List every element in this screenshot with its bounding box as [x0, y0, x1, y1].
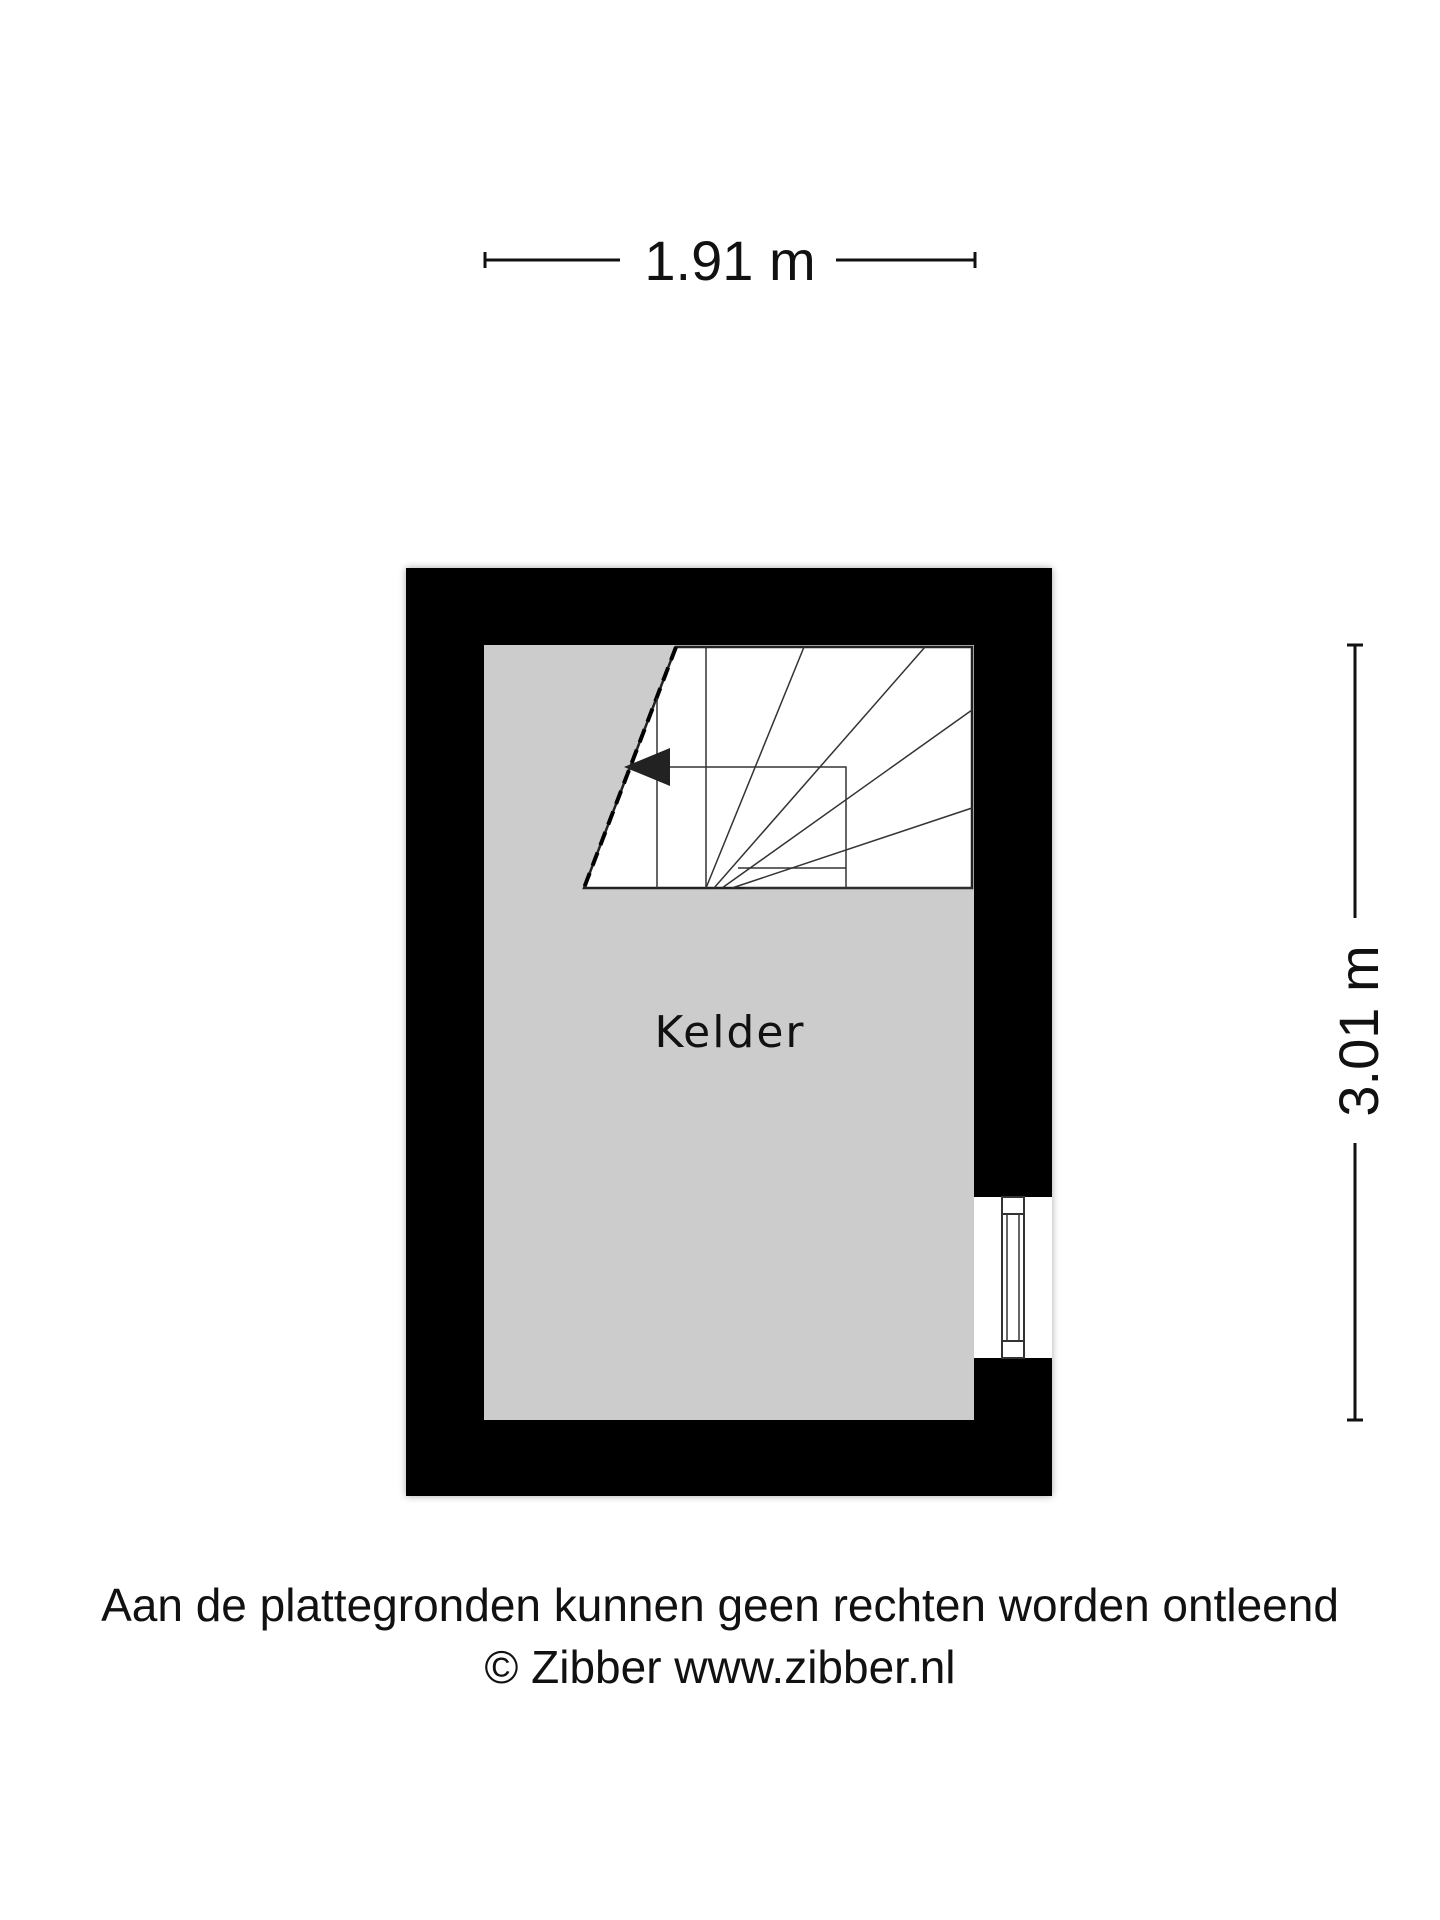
window — [974, 1197, 1052, 1358]
room-label: Kelder — [654, 1007, 806, 1058]
width-label: 1.91 m — [644, 229, 816, 292]
depth-label: 3.01 m — [1327, 945, 1390, 1117]
copyright-text: © Zibber www.zibber.nl — [484, 1641, 956, 1693]
disclaimer-text: Aan de plattegronden kunnen geen rechten worden ontleend — [101, 1579, 1339, 1631]
width-dimension — [484, 229, 975, 292]
depth-dimension — [1327, 645, 1390, 1420]
